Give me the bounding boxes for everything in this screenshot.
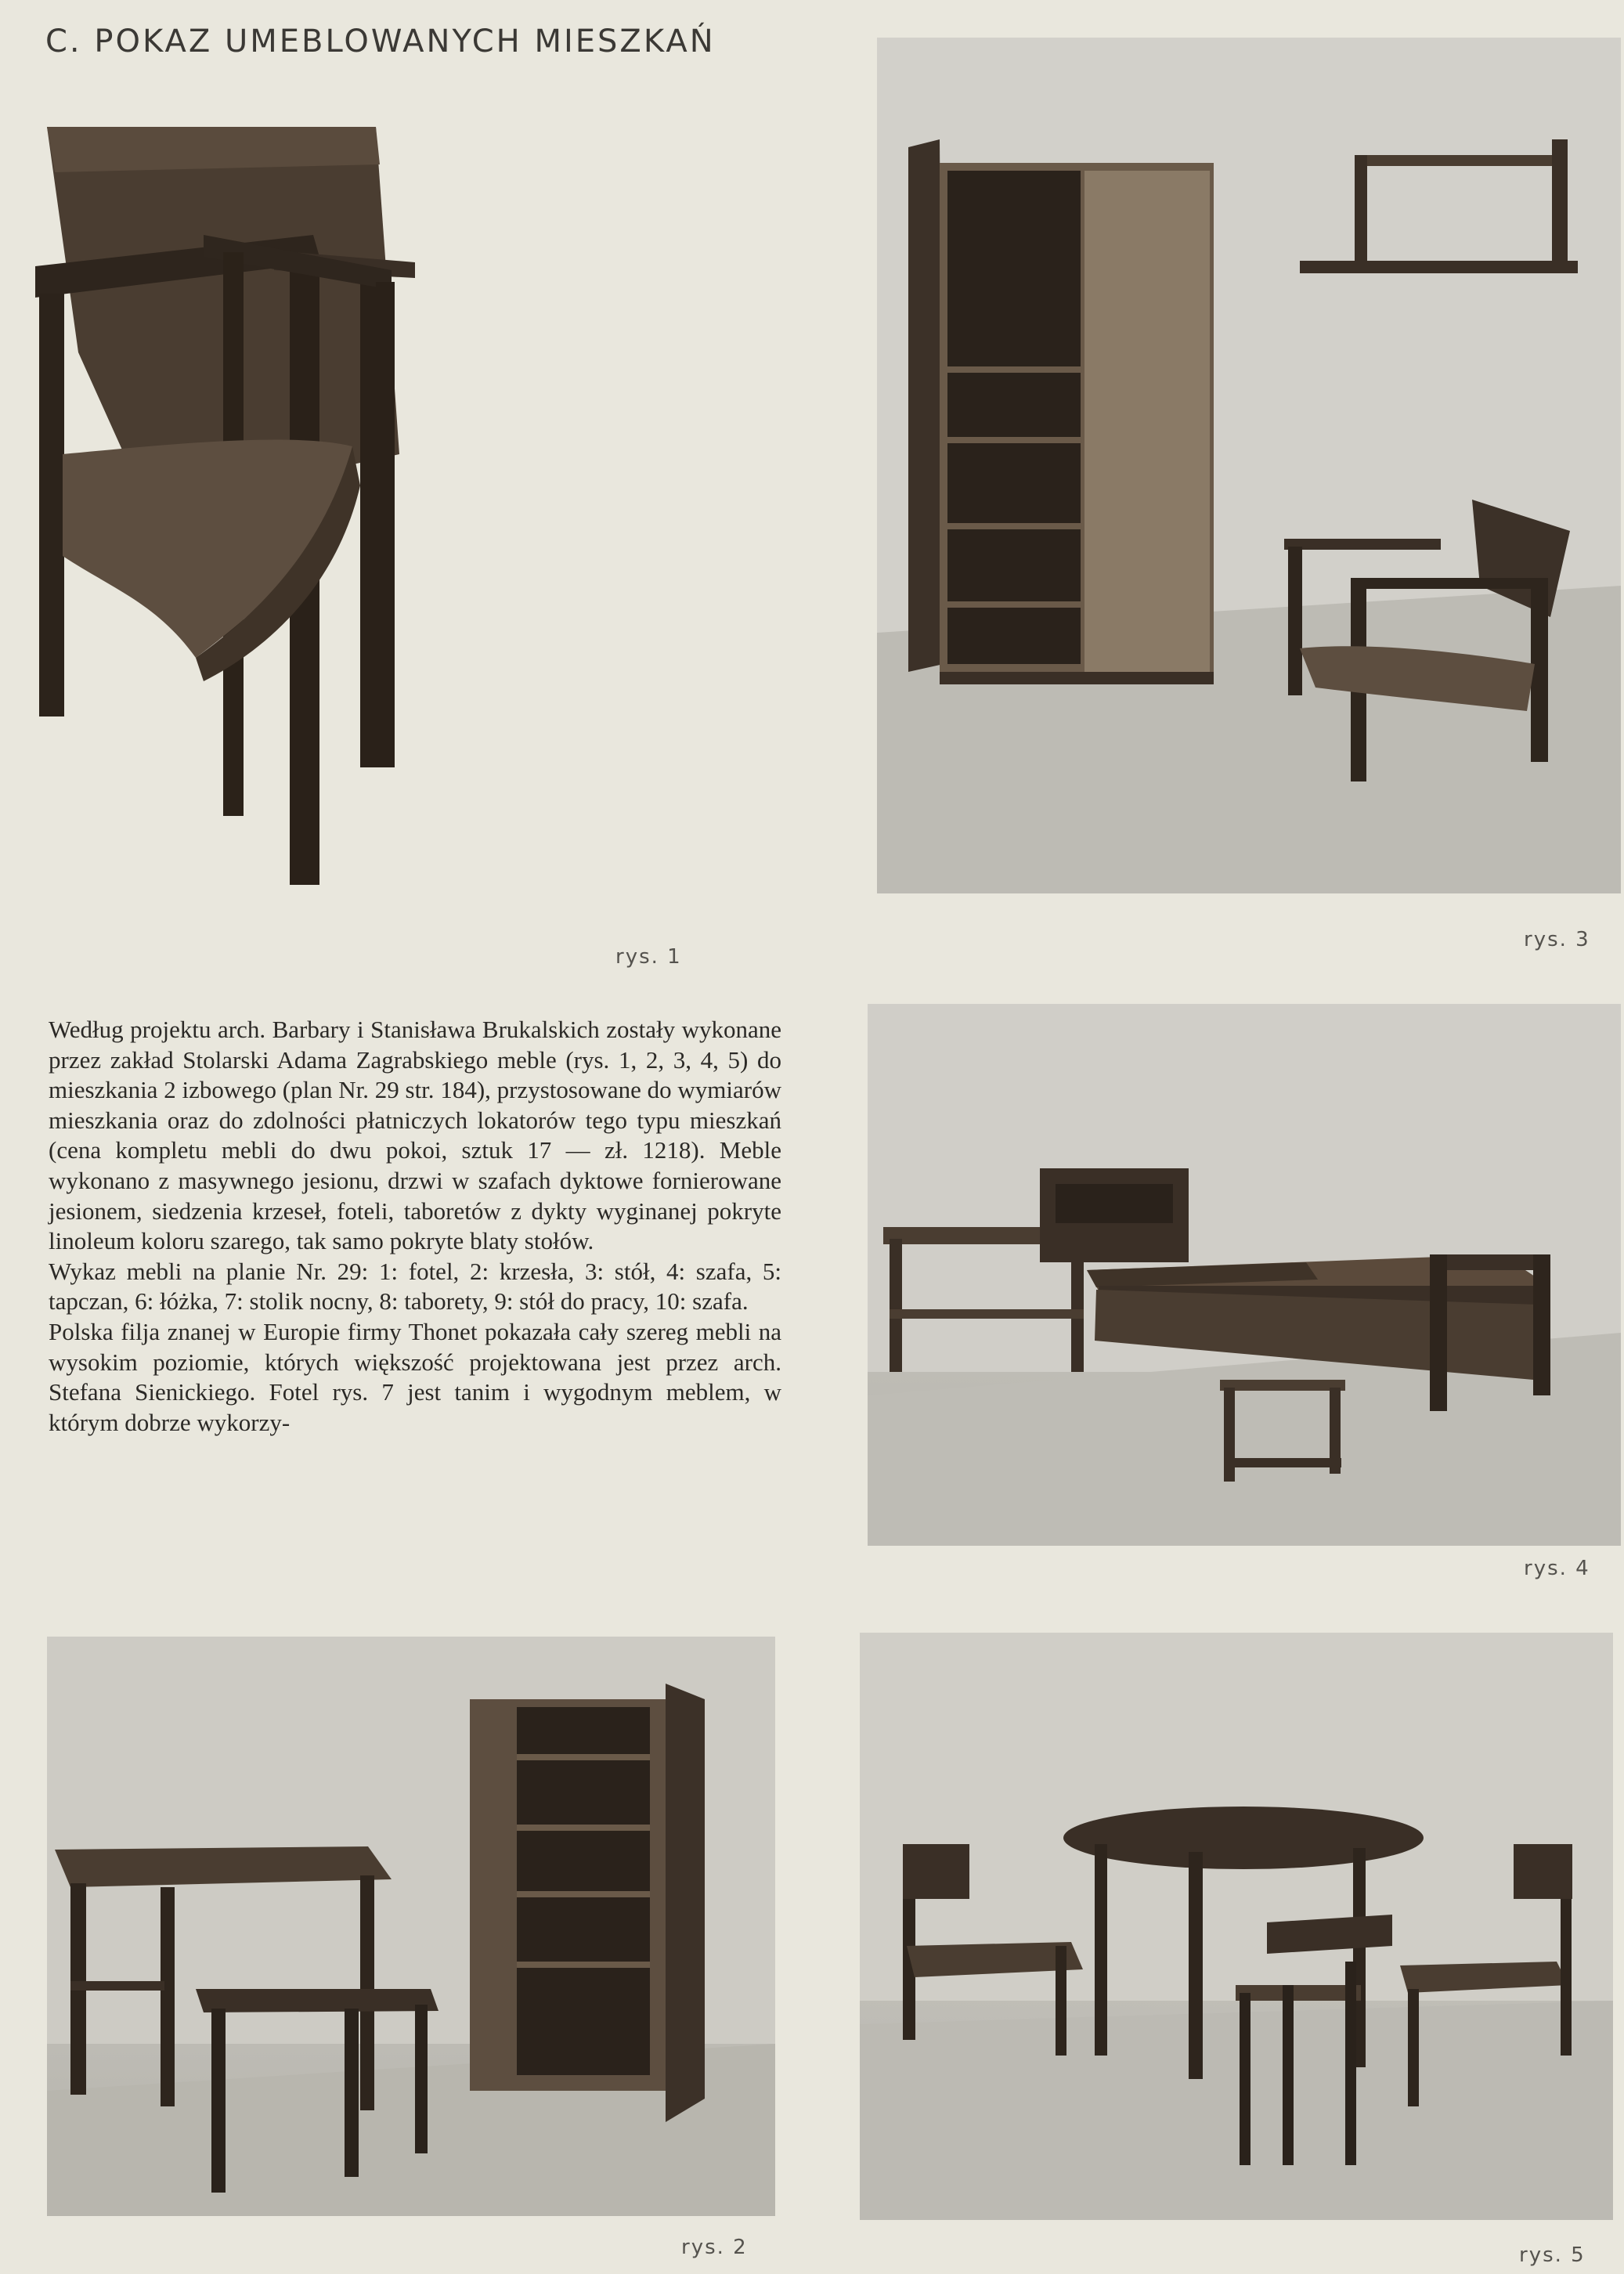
figure-2-caption: rys. 2 xyxy=(681,2236,748,2259)
figure-2-table-cabinet-photo xyxy=(47,1637,775,2216)
figure-1-caption: rys. 1 xyxy=(615,945,682,969)
figure-3-wardrobe-photo xyxy=(877,38,1621,893)
paragraph-brukalski: Według projektu arch. Barbary i Stanisława Brukalskich zostały wykonane przez zakład Stolarski Adama Zagrabskiego meble (rys. 1, 2, 3, 4, 5) do mieszkania 2 izbowego (plan Nr. 29 str. 184), przystosowane do wymiarów mieszkania oraz do zdolności płatniczych lokatorów tego typu mieszkań (cena kompletu mebli do dwu pokoi, sztuk 17 — zł. 1218). Meble wykonano z masywnego jesionu, drzwi w szafach dyktowe fornierowane jesionem, siedzenia krzeseł, foteli, taboretów z dykty wyginanej pokryte linoleum koloru szarego, tak samo pokryte blaty stołów. xyxy=(49,1016,781,1255)
figure-3-caption: rys. 3 xyxy=(1524,928,1590,951)
figure-5-caption: rys. 5 xyxy=(1519,2243,1586,2267)
paragraph-furniture-list: Wykaz mebli na planie Nr. 29: 1: fotel, 2: krzesła, 3: stół, 4: szafa, 5: tapczan, 6: łóżka, 7: stolik nocny, 8: taborety, 9: stół do pracy, 10: szafa. xyxy=(49,1257,781,1316)
figure-4-bed-photo xyxy=(868,1004,1621,1546)
paragraph-thonet: Polska filja znanej w Europie firmy Thonet pokazała cały szereg mebli na wysokim poziomie, których większość projektowana jest przez arch. Stefana Sienickiego. Fotel rys. 7 jest tanim i wygodnym meblem, w którym dobrze wykorzy- xyxy=(49,1317,781,1436)
figure-4-caption: rys. 4 xyxy=(1524,1557,1590,1580)
body-text xyxy=(49,1015,781,1438)
figure-5-round-table-photo xyxy=(860,1633,1613,2220)
figure-1-armchair-photo xyxy=(31,117,775,916)
page-title: C. POKAZ UMEBLOWANYCH MIESZKAŃ xyxy=(45,23,716,60)
